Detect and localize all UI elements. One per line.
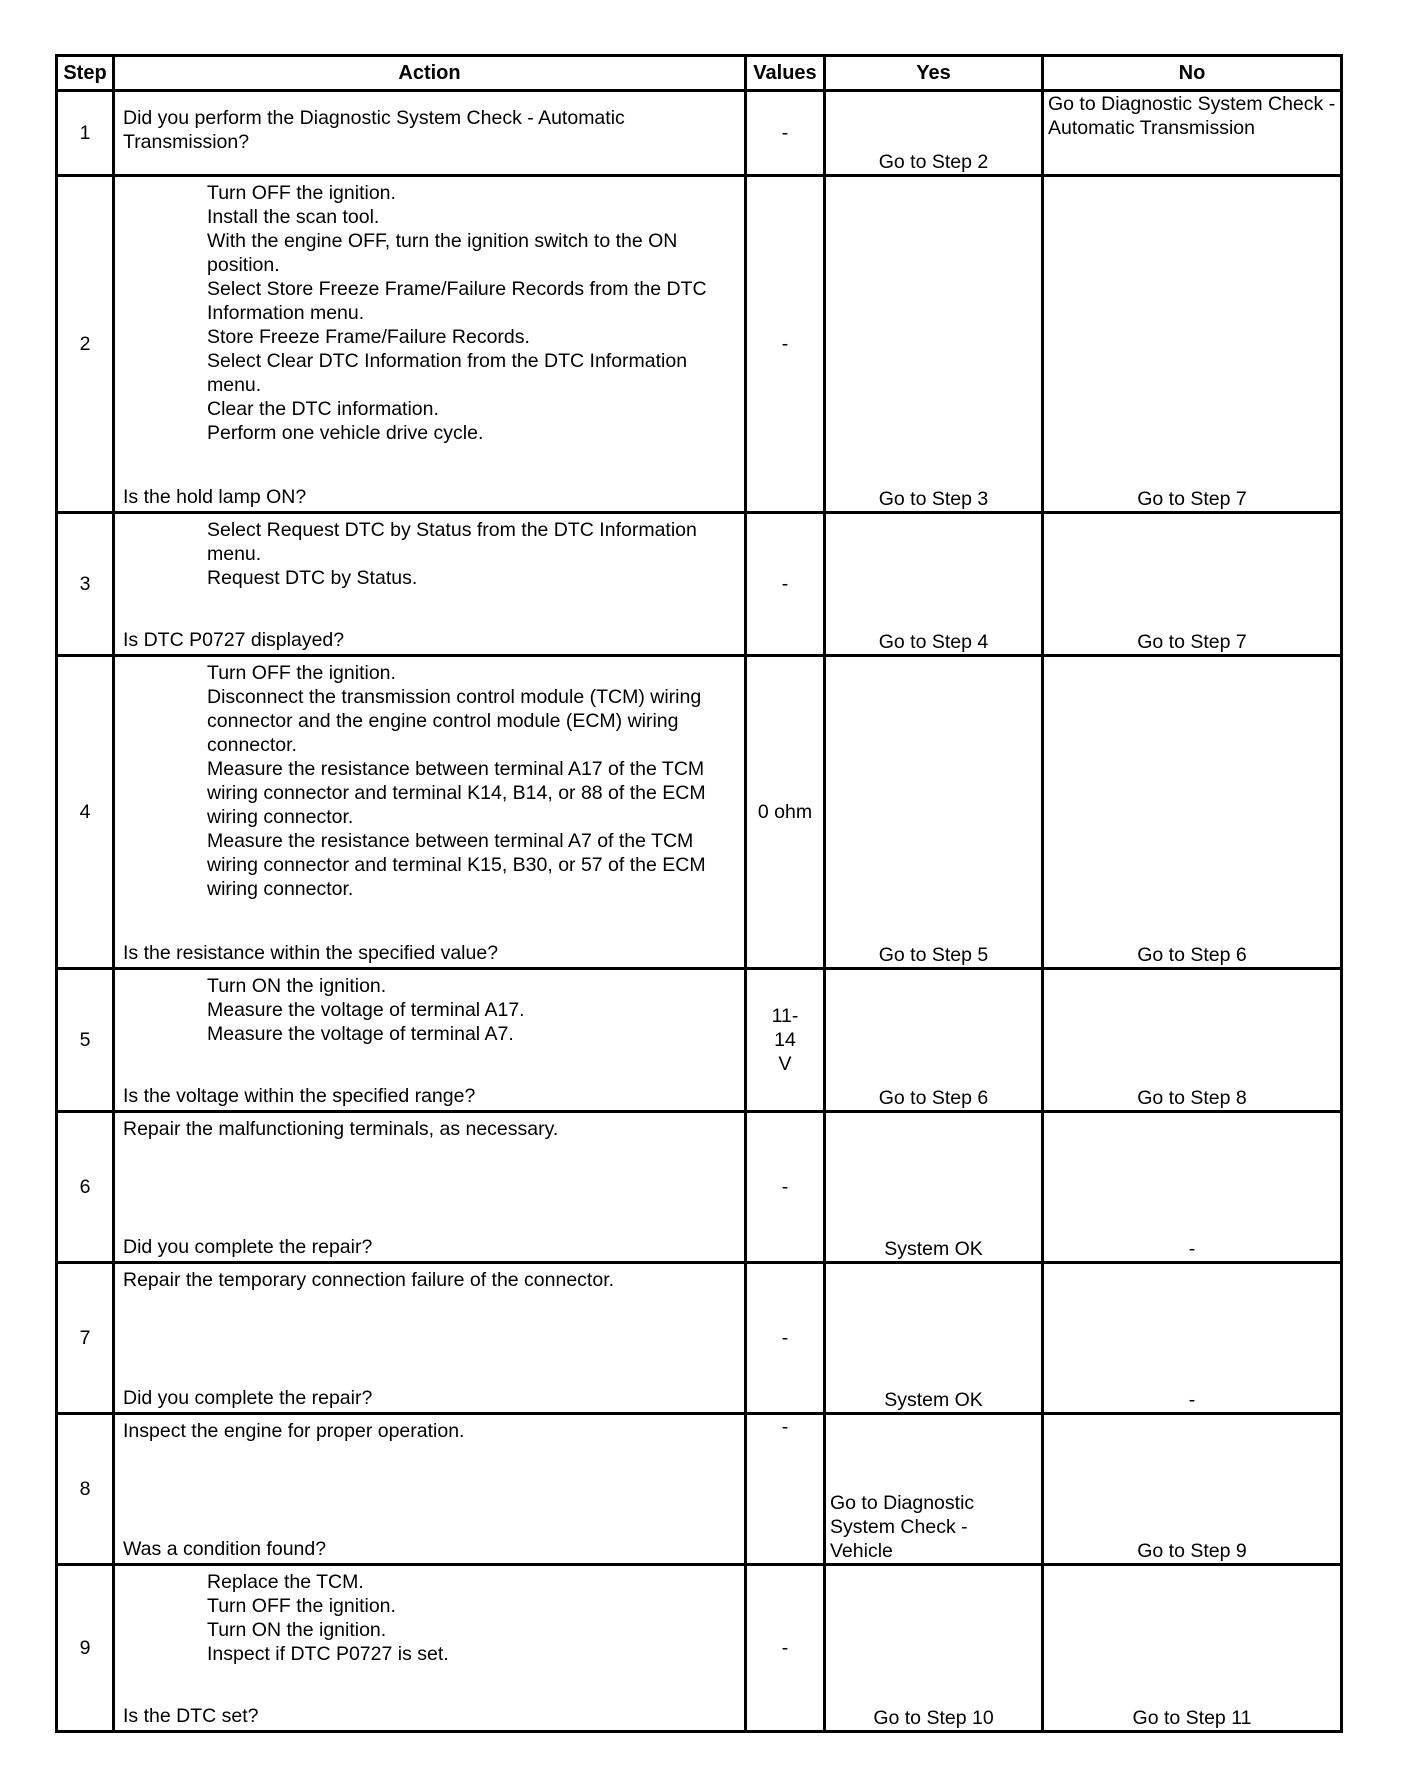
no-cell: Go to Step 11: [1043, 1565, 1342, 1732]
value-cell: 0 ohm: [746, 656, 825, 969]
value-cell: -: [746, 513, 825, 656]
instruction-list: [123, 974, 736, 1046]
action-cell: [114, 969, 746, 1112]
instruction-list: [123, 181, 736, 445]
instruction-item: Clear the DTC information.: [207, 398, 439, 420]
table-row: [57, 1112, 1342, 1263]
instruction-item: Disconnect the transmission control module (TCM) wiring connector and the engine control module (ECM) wiring connector.: [207, 686, 702, 756]
instruction-item: Perform one vehicle drive cycle.: [207, 422, 484, 444]
action-question: Is the hold lamp ON?: [123, 486, 307, 508]
instruction-list: [123, 661, 736, 901]
action-lead: Repair the malfunctioning terminals, as necessary.: [123, 1118, 559, 1140]
action-cell: [114, 1263, 746, 1414]
header-action: Action: [114, 56, 746, 91]
no-cell: -: [1043, 1263, 1342, 1414]
step-number: 8: [57, 1414, 114, 1565]
step-number: 4: [57, 656, 114, 969]
table-row: [57, 91, 1342, 176]
value-cell: -: [746, 176, 825, 513]
action-question: Did you perform the Diagnostic System Check - Automatic Transmission?: [123, 107, 625, 153]
instruction-item: Measure the voltage of terminal A7.: [207, 1023, 514, 1045]
action-cell: [114, 176, 746, 513]
header-row: [57, 56, 1342, 91]
step-number: 5: [57, 969, 114, 1112]
value-cell: -: [746, 1414, 825, 1565]
action-question: Was a condition found?: [123, 1538, 327, 1560]
instruction-item: Measure the voltage of terminal A17.: [207, 999, 525, 1021]
yes-cell: Go to Step 10: [825, 1565, 1043, 1732]
instruction-item: Turn OFF the ignition.: [207, 1595, 396, 1617]
yes-cell: Go to Diagnostic System Check - Vehicle: [825, 1414, 1043, 1565]
no-cell: Go to Step 7: [1043, 513, 1342, 656]
action-lead: Inspect the engine for proper operation.: [123, 1420, 465, 1442]
instruction-item: Turn OFF the ignition.: [207, 662, 396, 684]
instruction-item: Replace the TCM.: [207, 1571, 364, 1593]
instruction-item: Install the scan tool.: [207, 206, 380, 228]
instruction-item: With the engine OFF, turn the ignition switch to the ON position.: [207, 230, 678, 276]
step-number: 7: [57, 1263, 114, 1414]
table-row: [57, 1565, 1342, 1732]
yes-cell: Go to Step 4: [825, 513, 1043, 656]
value-cell: -: [746, 91, 825, 176]
yes-cell: Go to Step 2: [825, 91, 1043, 176]
action-question: Is the resistance within the specified value?: [123, 942, 499, 964]
instruction-list: [123, 1570, 736, 1666]
value-cell: 11-14 V: [746, 969, 825, 1112]
no-cell: -: [1043, 1112, 1342, 1263]
table-row: [57, 176, 1342, 513]
instruction-item: Select Store Freeze Frame/Failure Records from the DTC Information menu.: [207, 278, 707, 324]
header-no: No: [1043, 56, 1342, 91]
step-number: 6: [57, 1112, 114, 1263]
action-cell: [114, 513, 746, 656]
table-row: [57, 1263, 1342, 1414]
yes-cell: Go to Step 3: [825, 176, 1043, 513]
step-number: 1: [57, 91, 114, 176]
action-cell: [114, 1565, 746, 1732]
instruction-item: Turn ON the ignition.: [207, 975, 387, 997]
header-values: Values: [746, 56, 825, 91]
table-row: [57, 1414, 1342, 1565]
action-question: Is the voltage within the specified range?: [123, 1085, 476, 1107]
instruction-item: Turn ON the ignition.: [207, 1619, 387, 1641]
yes-cell: Go to Step 6: [825, 969, 1043, 1112]
value-cell: -: [746, 1112, 825, 1263]
no-cell: Go to Diagnostic System Check - Automatic Transmission: [1043, 91, 1342, 176]
no-cell: Go to Step 8: [1043, 969, 1342, 1112]
yes-cell: System OK: [825, 1263, 1043, 1414]
instruction-item: Inspect if DTC P0727 is set.: [207, 1643, 449, 1665]
instruction-item: Request DTC by Status.: [207, 567, 418, 589]
value-cell: -: [746, 1263, 825, 1414]
instruction-item: Turn OFF the ignition.: [207, 182, 396, 204]
yes-cell: Go to Step 5: [825, 656, 1043, 969]
header-yes: Yes: [825, 56, 1043, 91]
table-row: [57, 513, 1342, 656]
instruction-item: Measure the resistance between terminal A7 of the TCM wiring connector and terminal K15, B30, or 57 of the ECM wiring connector.: [207, 830, 706, 900]
table-row: [57, 969, 1342, 1112]
action-lead: Repair the temporary connection failure of the connector.: [123, 1269, 615, 1291]
yes-cell: System OK: [825, 1112, 1043, 1263]
action-question: Is the DTC set?: [123, 1705, 259, 1727]
value-cell: -: [746, 1565, 825, 1732]
action-question: Is DTC P0727 displayed?: [123, 629, 345, 651]
action-question: Did you complete the repair?: [123, 1387, 373, 1409]
step-number: 3: [57, 513, 114, 656]
action-cell: [114, 1112, 746, 1263]
instruction-item: Store Freeze Frame/Failure Records.: [207, 326, 530, 348]
instruction-item: Select Clear DTC Information from the DTC Information menu.: [207, 350, 688, 396]
action-question: Did you complete the repair?: [123, 1236, 373, 1258]
instruction-item: Measure the resistance between terminal A17 of the TCM wiring connector and terminal K14, B14, or 88 of the ECM wiring connector.: [207, 758, 706, 828]
table-row: [57, 656, 1342, 969]
action-cell: [114, 91, 746, 176]
no-cell: Go to Step 7: [1043, 176, 1342, 513]
instruction-list: [123, 518, 736, 590]
step-number: 9: [57, 1565, 114, 1732]
diagnostic-table: [55, 54, 1343, 1733]
no-cell: Go to Step 9: [1043, 1414, 1342, 1565]
instruction-item: Select Request DTC by Status from the DTC Information menu.: [207, 519, 697, 565]
header-step: Step: [57, 56, 114, 91]
action-cell: [114, 656, 746, 969]
action-cell: [114, 1414, 746, 1565]
no-cell: Go to Step 6: [1043, 656, 1342, 969]
step-number: 2: [57, 176, 114, 513]
